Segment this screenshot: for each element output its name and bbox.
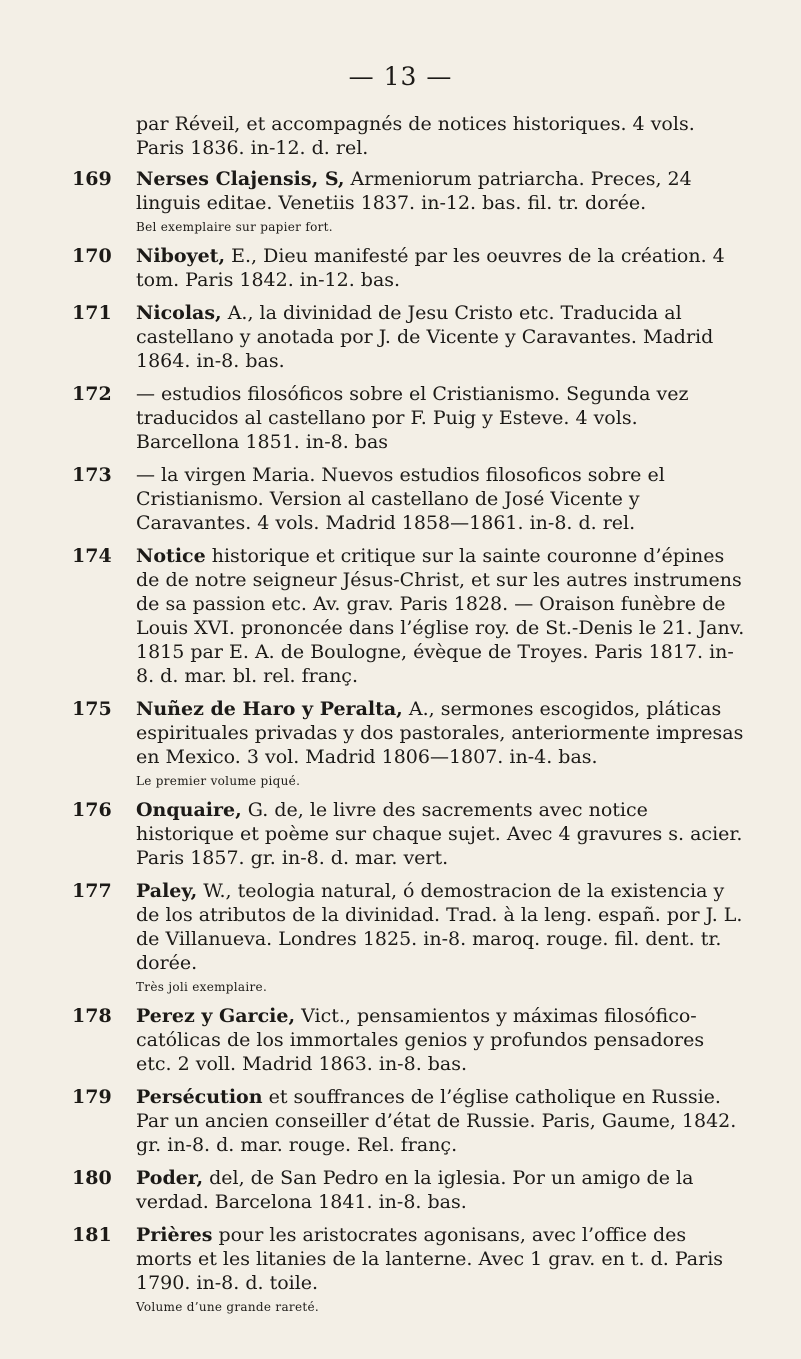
catalog-entry <box>72 167 745 235</box>
entry-author: Paley, <box>136 880 198 902</box>
catalog-entry-list <box>72 167 745 1315</box>
entry-description: G. de, le livre des sacrements avec notice historique et poème sur chaque sujet. Avec 4 gravures s. acier. Paris 1857. gr. in-8. d. mar. vert. <box>136 799 743 869</box>
catalog-entry <box>72 1004 745 1076</box>
catalog-page <box>72 112 745 1324</box>
entry-note: Bel exemplaire sur papier fort. <box>136 220 333 234</box>
entry-text <box>136 544 745 688</box>
entry-description: — estudios filosóficos sobre el Cristianismo. Segunda vez traducidos al castellano por F. Puig y Esteve. 4 vols. Barcellona 1851. in-8. bas <box>136 383 689 453</box>
catalog-entry <box>72 1085 745 1157</box>
entry-text <box>136 382 745 454</box>
entry-text <box>136 697 745 769</box>
entry-author: Persécution <box>136 1086 263 1108</box>
entry-description: historique et critique sur la sainte couronne d’épines de de notre seigneur Jésus-Christ, et sur les autres instrumens de sa passion etc. Av. grav. Paris 1828. — Oraison funèbre de Louis XVI. prononcée dans l’église roy. de St.-Denis le 21. Janv. 1815 par E. A. de Boulogne, évèque de Troyes. Paris 1817. in-8. d. mar. bl. rel. franç. <box>136 545 745 687</box>
entry-author: Onquaire, <box>136 799 242 821</box>
entry-number: 178 <box>72 1005 112 1027</box>
continued-entry-text: par Réveil, et accompagnés de notices historiques. 4 vols. Paris 1836. in-12. d. rel. <box>136 113 695 159</box>
entry-number: 172 <box>72 383 112 405</box>
catalog-entry <box>72 1223 745 1315</box>
entry-description: W., teologia natural, ó demostracion de la existencia y de los atributos de la divinidad. Trad. à la leng. españ. por J. L. de Villanueva. Londres 1825. in-8. maroq. rouge. fil. dent. tr. dorée. <box>136 880 743 974</box>
entry-text <box>136 244 745 292</box>
page-number-header: — 13 — <box>348 62 453 91</box>
entry-description: Vict., pensamientos y máximas filosófico-católicas de los immortales genios y profundos pensadores etc. 2 voll. Madrid 1863. in-8. bas. <box>136 1005 705 1075</box>
entry-note: Volume d’une grande rareté. <box>136 1300 319 1314</box>
entry-author: Notice <box>136 545 206 567</box>
catalog-entry <box>72 1166 745 1214</box>
entry-author: Niboyet, <box>136 245 226 267</box>
entry-text <box>136 1085 745 1157</box>
entry-author: Perez y Garcie, <box>136 1005 296 1027</box>
entry-description: E., Dieu manifesté par les oeuvres de la création. 4 tom. Paris 1842. in-12. bas. <box>136 245 725 291</box>
catalog-entry <box>72 382 745 454</box>
entry-description: Armeniorum patriarcha. Preces, 24 linguis editae. Venetiis 1837. in-12. bas. fil. tr. dorée. <box>136 168 692 214</box>
catalog-entry <box>72 301 745 373</box>
catalog-entry <box>72 697 745 789</box>
entry-description: — la virgen Maria. Nuevos estudios filosoficos sobre el Cristianismo. Version al castellano de José Vicente y Caravantes. 4 vols. Madrid 1858—1861. in-8. d. rel. <box>136 464 665 534</box>
entry-description: del, de San Pedro en la iglesia. Por un amigo de la verdad. Barcelona 1841. in-8. bas. <box>136 1167 694 1213</box>
entry-number: 169 <box>72 168 112 190</box>
entry-number: 171 <box>72 302 112 324</box>
entry-text <box>136 1223 745 1295</box>
entry-number: 181 <box>72 1224 112 1246</box>
catalog-entry <box>72 244 745 292</box>
catalog-entry <box>72 879 745 995</box>
entry-number: 180 <box>72 1167 112 1189</box>
catalog-entry <box>72 798 745 870</box>
entry-description: A., sermones escogidos, pláticas espirituales privadas y dos pastorales, anteriormente impresas en Mexico. 3 vol. Madrid 1806—1807. in-4. bas. <box>136 698 744 768</box>
entry-description: A., la divinidad de Jesu Cristo etc. Traducida al castellano y anotada por J. de Vicente y Caravantes. Madrid 1864. in-8. bas. <box>136 302 714 372</box>
entry-author: Nuñez de Haro y Peralta, <box>136 698 403 720</box>
entry-text <box>136 1166 745 1214</box>
entry-text <box>136 301 745 373</box>
entry-number: 176 <box>72 799 112 821</box>
entry-number: 177 <box>72 880 112 902</box>
entry-description: et souffrances de l’église catholique en Russie. Par un ancien conseiller d’état de Russie. Paris, Gaume, 1842. gr. in-8. d. mar. rouge. Rel. franç. <box>136 1086 737 1156</box>
entry-author: Prières <box>136 1224 213 1246</box>
entry-text <box>136 167 745 215</box>
entry-number: 174 <box>72 545 112 567</box>
entry-text <box>136 798 745 870</box>
catalog-entry <box>72 463 745 535</box>
catalog-entry <box>72 544 745 688</box>
entry-note: Très joli exemplaire. <box>136 980 268 994</box>
entry-number: 175 <box>72 698 112 720</box>
entry-number: 170 <box>72 245 112 267</box>
entry-number: 179 <box>72 1086 112 1108</box>
entry-text <box>136 1004 745 1076</box>
entry-author: Nicolas, <box>136 302 222 324</box>
entry-author: Poder, <box>136 1167 204 1189</box>
entry-text <box>136 463 745 535</box>
entry-note: Le premier volume piqué. <box>136 774 301 788</box>
entry-description: pour les aristocrates agonisans, avec l’office des morts et les litanies de la lanterne. Avec 1 grav. en t. d. Paris 1790. in-8. d. toile. <box>136 1224 724 1294</box>
entry-text <box>136 879 745 975</box>
entry-author: Nerses Clajensis, S, <box>136 168 345 190</box>
entry-number: 173 <box>72 464 112 486</box>
